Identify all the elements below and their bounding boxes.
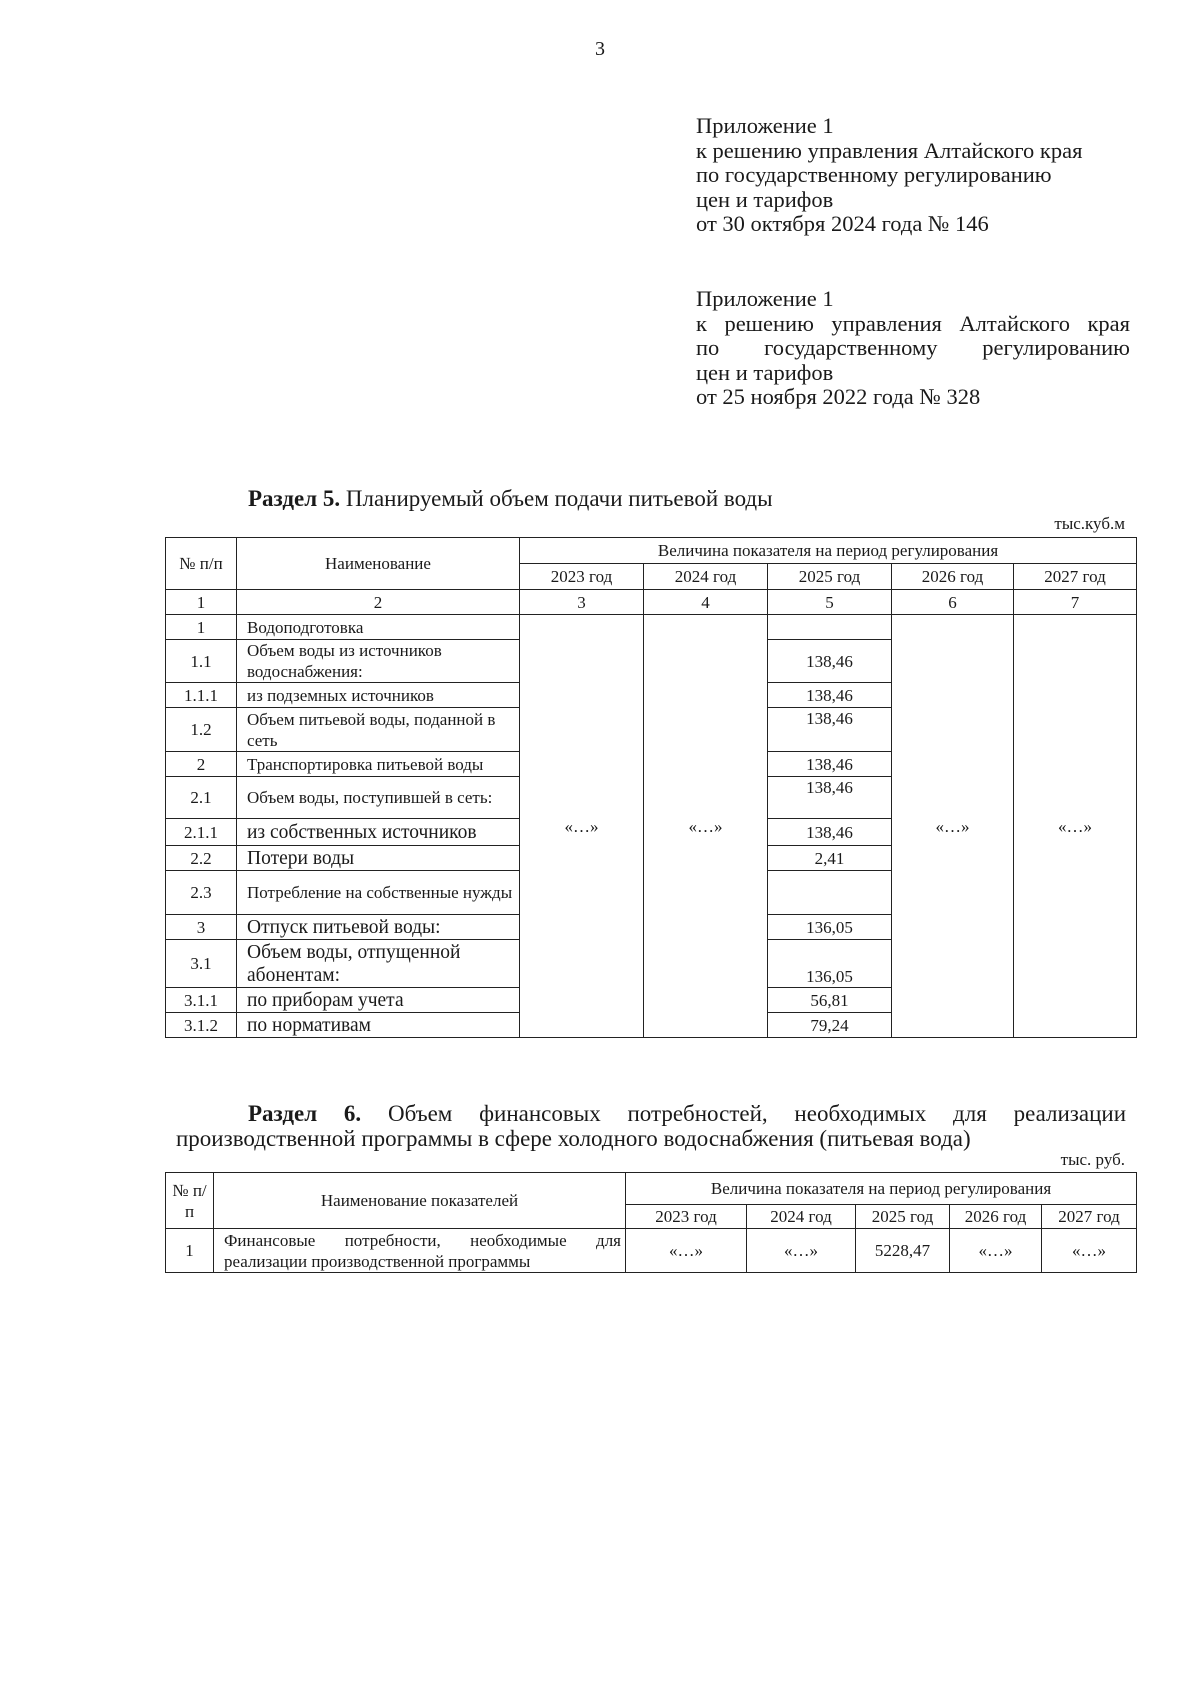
row-num: 2.1 xyxy=(166,777,237,819)
header-year: 2026 год xyxy=(950,1205,1042,1229)
value-2025 xyxy=(768,871,892,915)
appendix-line: к решению управления Алтайского края xyxy=(696,137,1083,163)
value-2025: 138,46 xyxy=(768,683,892,708)
column-number: 5 xyxy=(768,590,892,615)
header-year: 2023 год xyxy=(520,564,644,590)
row-num: 1.2 xyxy=(166,708,237,752)
row-num: 2 xyxy=(166,752,237,777)
table-row xyxy=(166,1229,1137,1273)
header-year: 2025 год xyxy=(856,1205,950,1229)
row-name: Объем воды, отпущенной абонентам: xyxy=(237,940,520,988)
row-num: 1 xyxy=(166,1229,214,1273)
appendix-line: по государственному регулированию xyxy=(696,162,1052,187)
row-num: 2.1.1 xyxy=(166,819,237,846)
section5-unit: тыс.куб.м xyxy=(1054,514,1125,533)
section6-title-bold: Раздел 6. xyxy=(248,1101,362,1126)
value-2026: «…» xyxy=(892,615,1014,1038)
section6-title-text: Объем финансовых потребностей, необходимых для реализации xyxy=(361,1101,1126,1126)
value-2024: «…» xyxy=(747,1229,856,1273)
section5-title-bold: Раздел 5. xyxy=(248,486,341,511)
row-name: Финансовые потребности, необходимые для реализации производственной программы xyxy=(214,1229,626,1273)
row-name: Потери воды xyxy=(237,846,520,871)
header-year: 2027 год xyxy=(1042,1205,1137,1229)
column-number: 6 xyxy=(892,590,1014,615)
row-num: 1 xyxy=(166,615,237,640)
value-2025: 138,46 xyxy=(768,708,892,752)
value-2025: 136,05 xyxy=(768,940,892,988)
header-year: 2024 год xyxy=(747,1205,856,1229)
section6-title xyxy=(176,1101,1126,1151)
value-2026: «…» xyxy=(950,1229,1042,1273)
column-number: 1 xyxy=(166,590,237,615)
row-name: Потребление на собственные нужды xyxy=(237,871,520,915)
header-num: № п/п xyxy=(166,1173,214,1229)
value-2025: 56,81 xyxy=(768,988,892,1013)
section5-table xyxy=(165,537,1137,1038)
value-2027: «…» xyxy=(1014,615,1137,1038)
row-name: Объем воды из источников водоснабжения: xyxy=(237,640,520,683)
value-2025: 136,05 xyxy=(768,915,892,940)
header-name: Наименование показателей xyxy=(214,1173,626,1229)
value-2025 xyxy=(768,615,892,640)
page-number: 3 xyxy=(595,38,605,60)
appendix-line: по государственному регулированию xyxy=(696,335,1130,360)
row-name: Объем питьевой воды, поданной в сеть xyxy=(237,708,520,752)
appendix-line: цен и тарифов xyxy=(696,186,834,212)
value-2025: 138,46 xyxy=(768,819,892,846)
value-2027: «…» xyxy=(1042,1229,1137,1273)
row-name: из собственных источников xyxy=(237,819,520,846)
column-number: 3 xyxy=(520,590,644,615)
header-year: 2026 год xyxy=(892,564,1014,590)
section5-title xyxy=(248,486,773,511)
appendix-line: от 30 октября 2024 года № 146 xyxy=(696,211,989,236)
appendix-line: от 25 ноября 2022 года № 328 xyxy=(696,384,981,409)
header-period: Величина показателя на период регулирования xyxy=(520,538,1137,564)
row-num: 2.3 xyxy=(166,871,237,915)
table-row xyxy=(166,615,1137,640)
value-2025: 5228,47 xyxy=(856,1229,950,1273)
header-num: № п/п xyxy=(166,538,237,590)
column-number: 2 xyxy=(237,590,520,615)
appendix-line: цен и тарифов xyxy=(696,359,834,385)
row-name: по приборам учета xyxy=(237,988,520,1013)
value-2023: «…» xyxy=(520,615,644,1038)
section6-title-line1 xyxy=(176,1101,1126,1126)
row-num: 3.1.1 xyxy=(166,988,237,1013)
value-2025: 138,46 xyxy=(768,640,892,683)
header-year: 2023 год xyxy=(626,1205,747,1229)
row-name: Водоподготовка xyxy=(237,615,520,640)
section6-title-line2: производственной программы в сфере холодного водоснабжения (питьевая вода) xyxy=(176,1126,971,1151)
row-num: 1.1 xyxy=(166,640,237,683)
row-num: 3.1 xyxy=(166,940,237,988)
appendix-header-current xyxy=(696,114,1130,237)
appendix-line: к решению управления Алтайского края xyxy=(696,310,1130,336)
row-name: Объем воды, поступившей в сеть: xyxy=(237,777,520,819)
row-num: 3.1.2 xyxy=(166,1013,237,1038)
row-name: Транспортировка питьевой воды xyxy=(237,752,520,777)
value-2023: «…» xyxy=(626,1229,747,1273)
value-2025: 138,46 xyxy=(768,777,892,819)
section5-title-text: Планируемый объем подачи питьевой воды xyxy=(340,486,773,511)
header-name: Наименование xyxy=(237,538,520,590)
column-number: 4 xyxy=(644,590,768,615)
header-year: 2024 год xyxy=(644,564,768,590)
row-num: 3 xyxy=(166,915,237,940)
appendix-header-original xyxy=(696,287,1130,410)
section6-table xyxy=(165,1172,1137,1273)
row-num: 2.2 xyxy=(166,846,237,871)
row-num: 1.1.1 xyxy=(166,683,237,708)
section6-unit: тыс. руб. xyxy=(1060,1150,1125,1169)
appendix-line: Приложение 1 xyxy=(696,113,834,138)
value-2025: 2,41 xyxy=(768,846,892,871)
value-2025: 79,24 xyxy=(768,1013,892,1038)
row-name: Отпуск питьевой воды: xyxy=(237,915,520,940)
value-2025: 138,46 xyxy=(768,752,892,777)
header-year: 2027 год xyxy=(1014,564,1137,590)
appendix-line: Приложение 1 xyxy=(696,286,834,311)
value-2024: «…» xyxy=(644,615,768,1038)
column-number: 7 xyxy=(1014,590,1137,615)
row-name: из подземных источников xyxy=(237,683,520,708)
row-name: по нормативам xyxy=(237,1013,520,1038)
header-period: Величина показателя на период регулирования xyxy=(626,1173,1137,1205)
header-year: 2025 год xyxy=(768,564,892,590)
